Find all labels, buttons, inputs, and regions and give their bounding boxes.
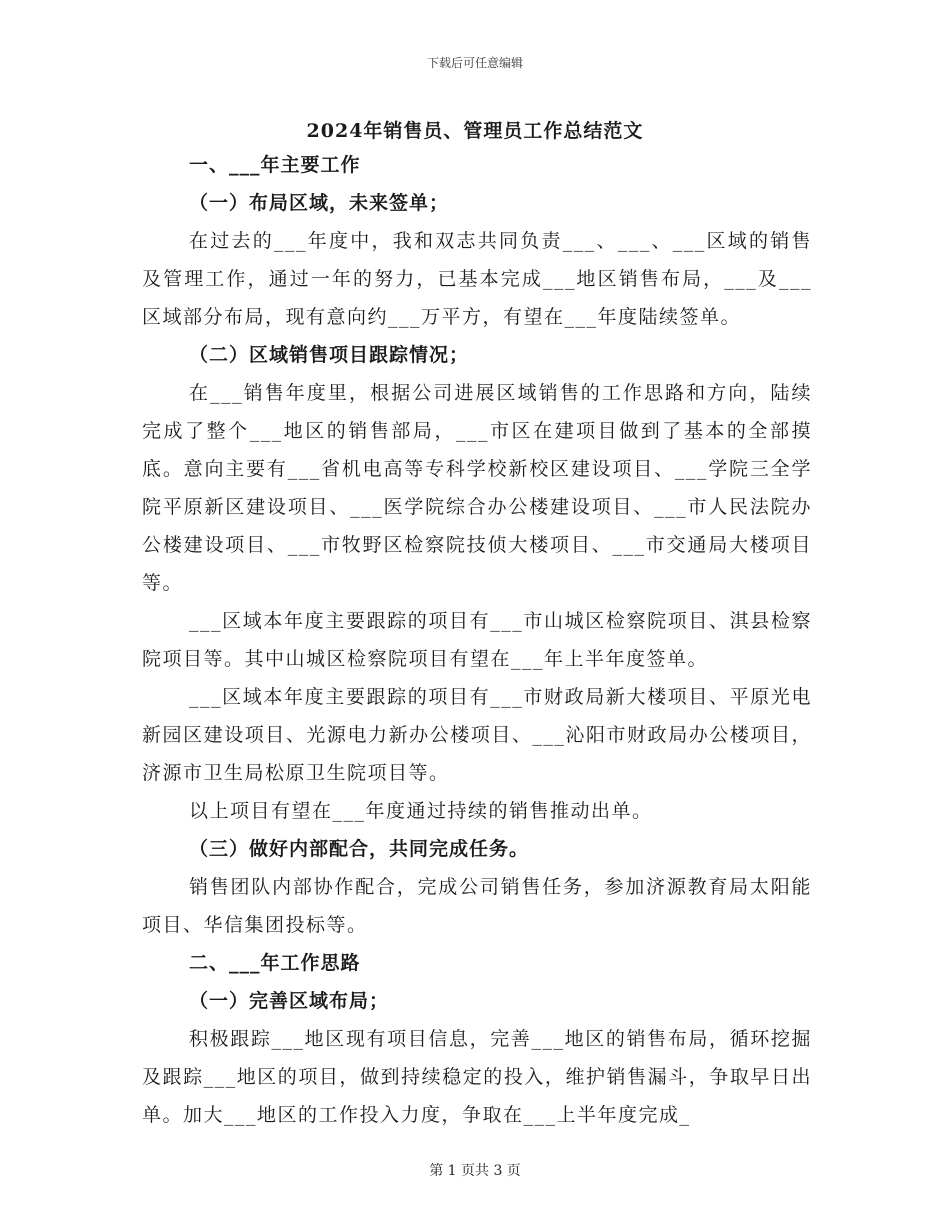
page-footer: 第 1 页共 3 页	[429, 1163, 521, 1179]
section-heading-2: 二、___年工作思路	[189, 952, 361, 974]
paragraph: 在___销售年度里，根据公司进展区域销售的工作思路和方向，陆续完成了整个___地区的销售部局，___市区在建项目做到了基本的全部摸底。意向主要有___省机电高等专科学校新校区建设项目、___学院三全学院平原新区建设项目、___医学院综合办公楼建设项目、___市人民法院办公楼建设项目、___市牧野区检察院技侦大楼项目、___市交通局大楼项目等。	[142, 382, 812, 594]
paragraph: ___区域本年度主要跟踪的项目有___市财政局新大楼项目、平原光电新园区建设项目、光源电力新办公楼项目、___沁阳市财政局办公楼项目，济源市卫生局松原卫生院项目等。	[142, 686, 812, 784]
paragraph: 以上项目有望在___年度通过持续的销售推动出单。	[189, 800, 653, 822]
subsection-heading-1-3: （三）做好内部配合，共同完成任务。	[189, 838, 530, 860]
section-heading-1: 一、___年主要工作	[189, 154, 361, 176]
paragraph: 销售团队内部协作配合，完成公司销售任务，参加济源教育局太阳能项目、华信集团投标等。	[142, 876, 812, 936]
subsection-heading-1-1: （一）布局区域，未来签单；	[189, 192, 450, 214]
subsection-heading-2-1: （一）完善区域布局；	[189, 990, 390, 1012]
document-body	[142, 146, 812, 1134]
subsection-heading-1-2: （二）区域销售项目跟踪情况；	[189, 344, 470, 366]
document-title: 2024年销售员、管理员工作总结范文	[306, 120, 644, 142]
paragraph: 在过去的___年度中，我和双志共同负责___、___、___区域的销售及管理工作，通过一年的努力，已基本完成___地区销售布局，___及___区域部分布局，现有意向约___万平方，有望在___年度陆续签单。	[142, 230, 812, 328]
header-note: 下载后可任意编辑	[426, 56, 523, 70]
paragraph: ___区域本年度主要跟踪的项目有___市山城区检察院项目、淇县检察院项目等。其中山城区检察院项目有望在___年上半年度签单。	[142, 610, 812, 670]
paragraph: 积极跟踪___地区现有项目信息，完善___地区的销售布局，循环挖掘及跟踪___地区的项目，做到持续稳定的投入，维护销售漏斗，争取早日出单。加大___地区的工作投入力度，争取在___上半年度完成_	[142, 1028, 812, 1126]
